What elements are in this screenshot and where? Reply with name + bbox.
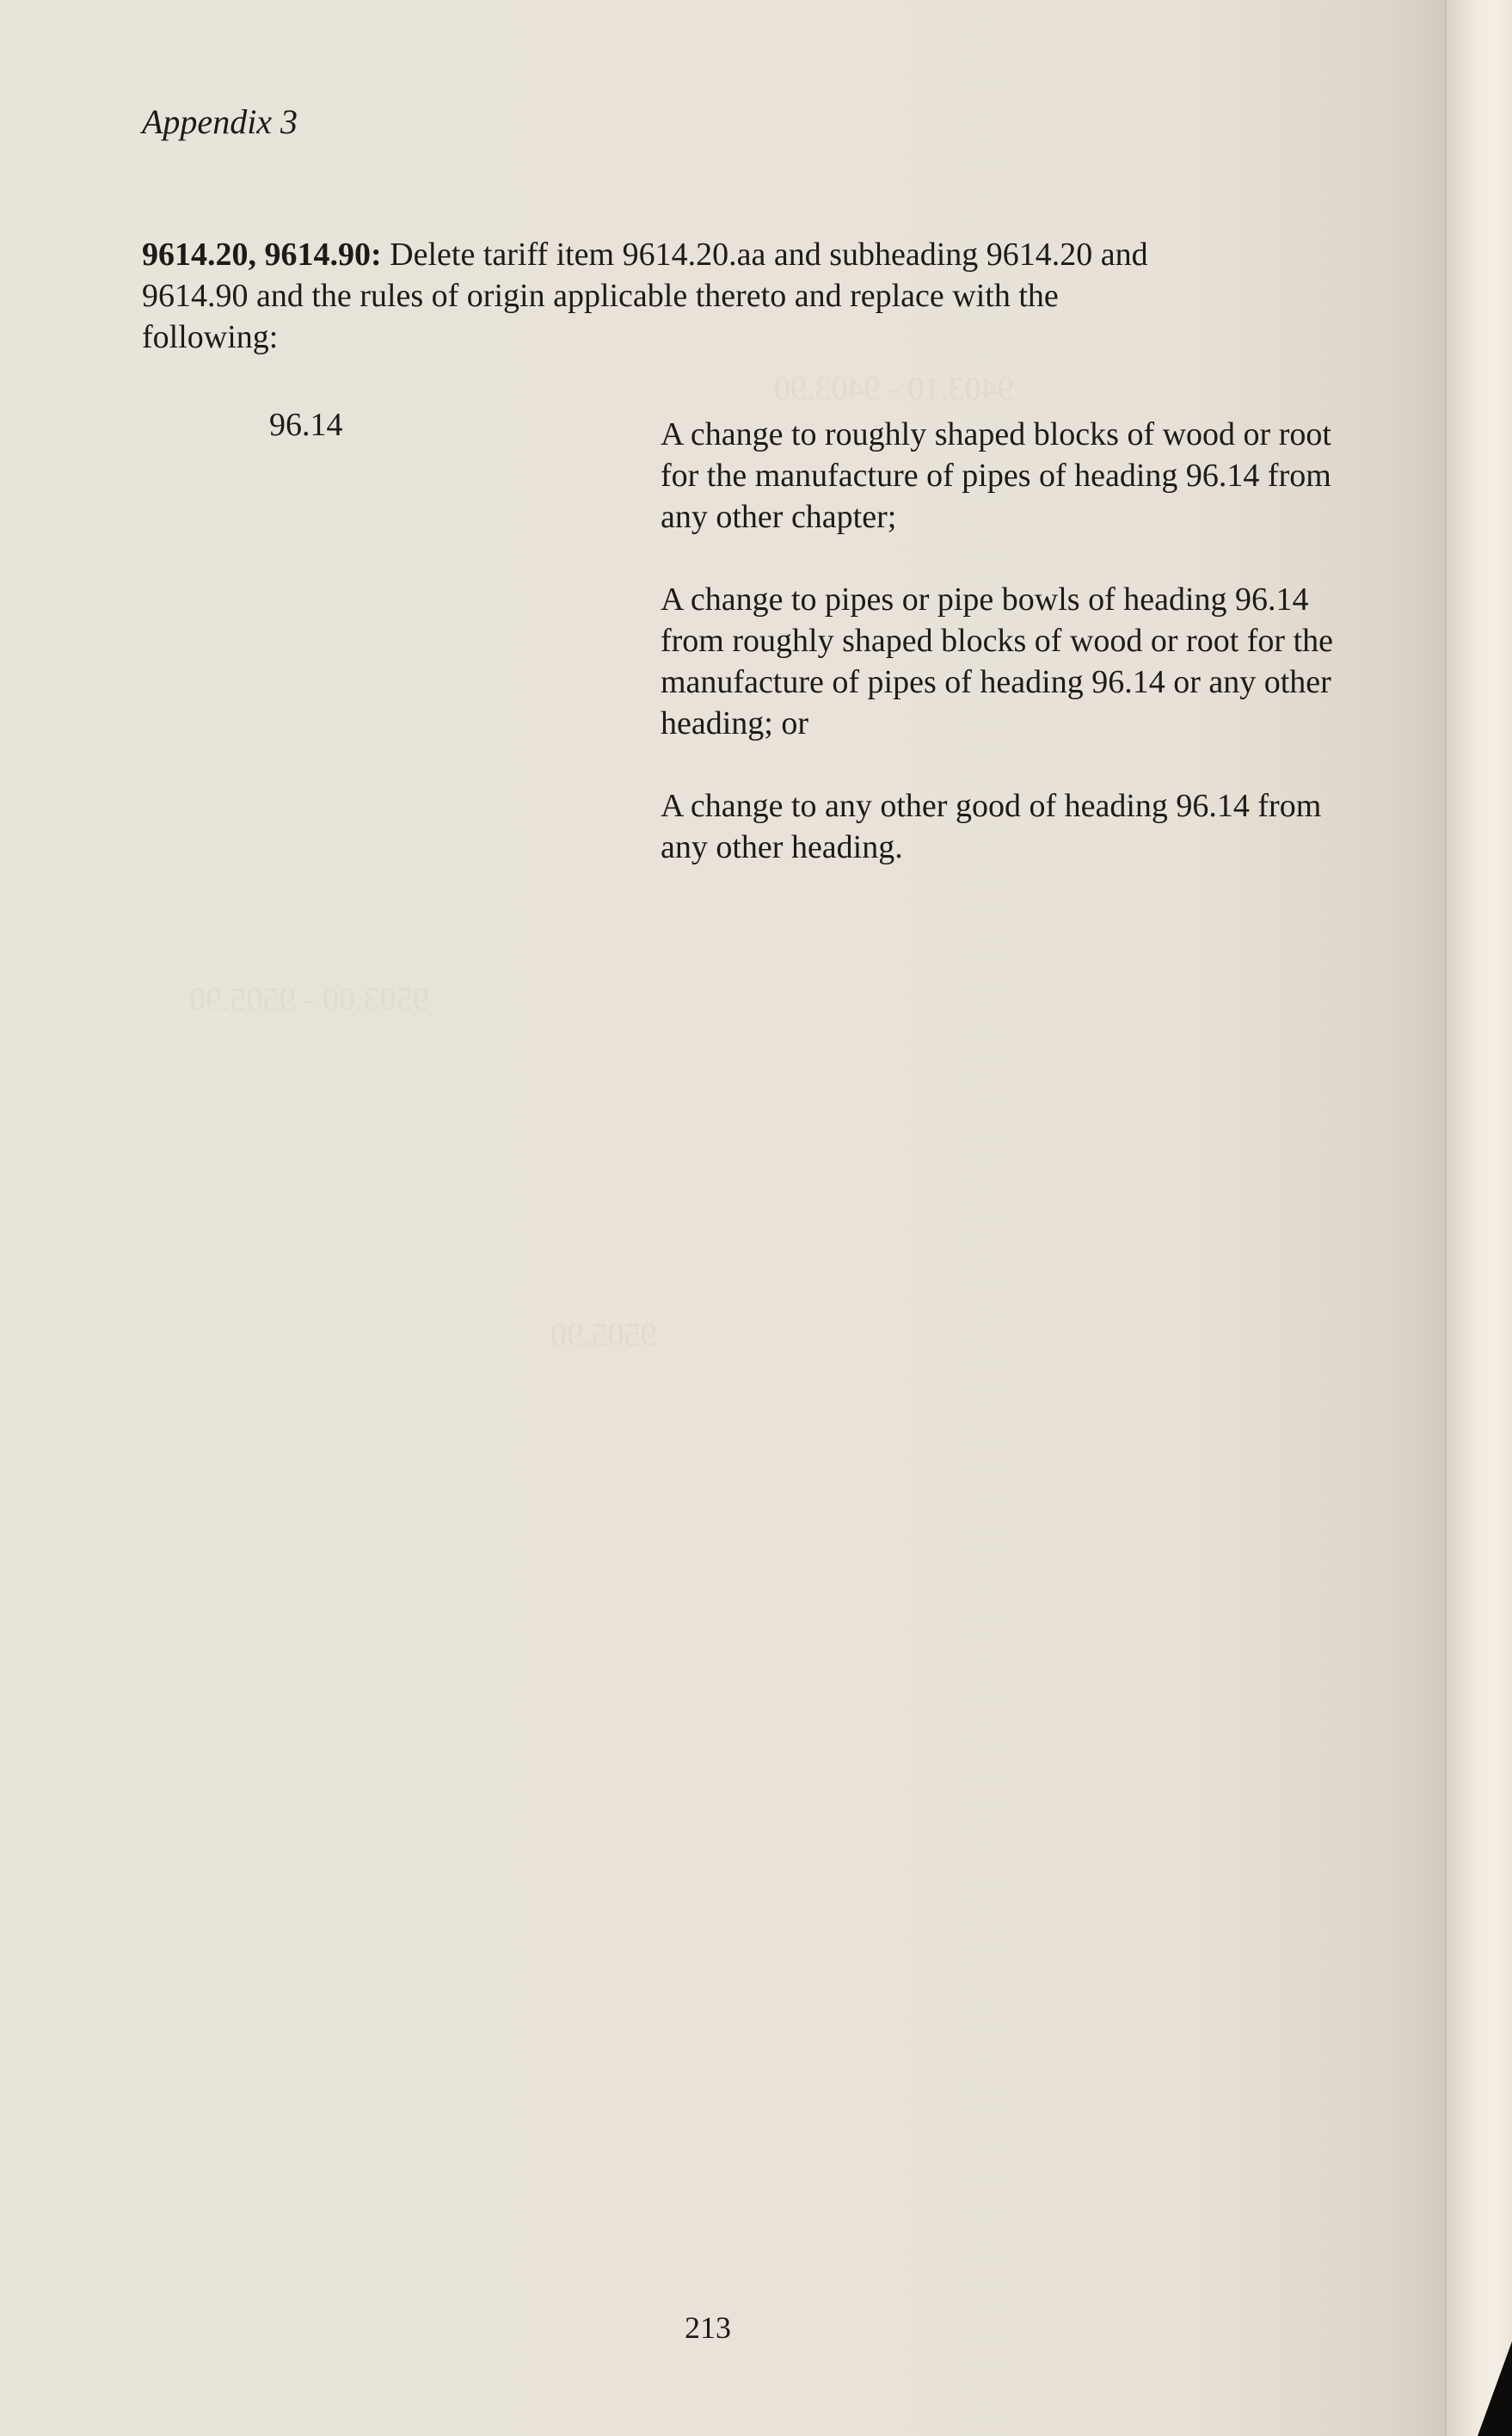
rule-paragraph: A change to any other good of heading 96.14 from any other heading. [661, 788, 1322, 865]
bleed-through-line: 9403.10 - 9403.90 [774, 371, 1014, 407]
tariff-codes: 9614.20, 9614.90: [142, 237, 382, 273]
page-corner-shadow [1478, 2341, 1512, 2436]
rules-of-origin-list [661, 414, 1349, 868]
rule-paragraph: A change to pipes or pipe bowls of heading 96.14 from roughly shaped blocks of wood or root for the manufacture of pipes of heading 96.14 or any other heading; or [661, 581, 1334, 741]
book-binding-edge [1445, 0, 1512, 2436]
bleed-through-line: 9505.90 [550, 1317, 657, 1353]
amendment-instruction [142, 234, 1200, 358]
rule-paragraph: A change to roughly shaped blocks of wood or root for the manufacture of pipes of heading 96.14 from any other chapter; [661, 416, 1331, 535]
instruction-text: Delete tariff item 9614.20.aa and subheading 9614.20 and 9614.90 and the rules of origin applicable thereto and replace with the following: [142, 237, 1148, 355]
page-number: 213 [685, 2310, 731, 2345]
bleed-through-line: 9503.00 - 9505.90 [189, 981, 429, 1018]
page-header: Appendix 3 [142, 102, 298, 141]
heading-code: 96.14 [269, 407, 343, 443]
